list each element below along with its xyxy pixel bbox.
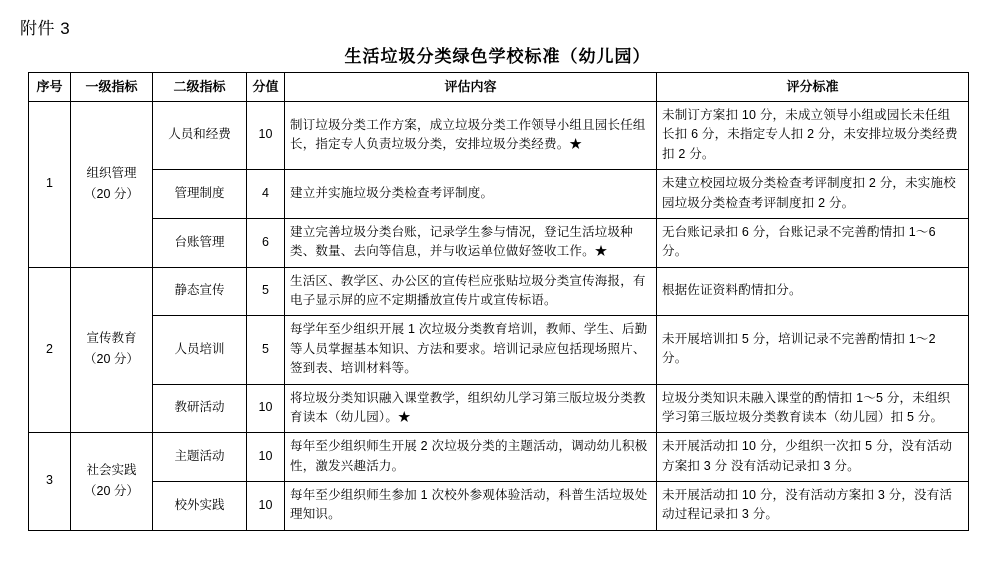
table-row	[29, 384, 969, 433]
table-row	[29, 482, 969, 531]
attachment-label: 附件 3	[20, 19, 71, 38]
scoring-criteria: 未建立校园垃圾分类检查考评制度扣 2 分，未实施校园垃圾分类检查考评制度扣 2 分。	[657, 170, 969, 219]
column-header-content: 评估内容	[285, 73, 657, 102]
scoring-criteria: 未开展活动扣 10 分，没有活动方案扣 3 分，没有活动过程记录扣 3 分。	[657, 482, 969, 531]
table-row	[29, 102, 969, 170]
score-value: 4	[247, 170, 285, 219]
assessment-content: 生活区、教学区、办公区的宣传栏应张贴垃圾分类宣传海报，有电子显示屏的应不定期播放宣传片或宣传标语。	[285, 267, 657, 316]
scoring-criteria: 未开展活动扣 10 分，少组织一次扣 5 分，没有活动方案扣 3 分 没有活动记录扣 3 分。	[657, 433, 969, 482]
score-value: 10	[247, 384, 285, 433]
score-value: 5	[247, 267, 285, 316]
scoring-criteria: 无台账记录扣 6 分，台账记录不完善酌情扣 1～6 分。	[657, 218, 969, 267]
table-row	[29, 433, 969, 482]
level2-indicator: 管理制度	[153, 170, 247, 219]
table-row	[29, 267, 969, 316]
assessment-content: 每学年至少组织开展 1 次垃圾分类教育培训，教师、学生、后勤等人员掌握基本知识、方法和要求。培训记录应包括现场照片、签到表、培训材料等。	[285, 316, 657, 384]
score-value: 10	[247, 102, 285, 170]
column-header-index: 序号	[29, 73, 71, 102]
assessment-content: 建立并实施垃圾分类检查考评制度。	[285, 170, 657, 219]
table-row	[29, 218, 969, 267]
table-header-row	[29, 73, 969, 102]
standards-table	[28, 72, 969, 531]
level2-indicator: 台账管理	[153, 218, 247, 267]
level2-indicator: 人员和经费	[153, 102, 247, 170]
level2-indicator: 静态宣传	[153, 267, 247, 316]
assessment-content: 每年至少组织师生开展 2 次垃圾分类的主题活动，调动幼儿积极性，激发兴趣活力。	[285, 433, 657, 482]
row-index: 3	[29, 433, 71, 531]
column-header-level1: 一级指标	[71, 73, 153, 102]
score-value: 10	[247, 433, 285, 482]
scoring-criteria: 未制订方案扣 10 分，未成立领导小组或园长未任组长扣 6 分，未指定专人扣 2 分，未安排垃圾分类经费扣 2 分。	[657, 102, 969, 170]
page-title: 生活垃圾分类绿色学校标准（幼儿园）	[344, 47, 651, 66]
table-row	[29, 170, 969, 219]
level2-indicator: 主题活动	[153, 433, 247, 482]
level2-indicator: 人员培训	[153, 316, 247, 384]
score-value: 10	[247, 482, 285, 531]
score-value: 6	[247, 218, 285, 267]
column-header-score: 分值	[247, 73, 285, 102]
row-index: 1	[29, 102, 71, 268]
scoring-criteria: 根据佐证资料酌情扣分。	[657, 267, 969, 316]
assessment-content: 制订垃圾分类工作方案，成立垃圾分类工作领导小组且园长任组长，指定专人负责垃圾分类，安排垃圾分类经费。★	[285, 102, 657, 170]
level1-indicator: 组织管理（20 分）	[71, 102, 153, 268]
standards-table-container	[28, 72, 968, 531]
level1-indicator: 宣传教育（20 分）	[71, 267, 153, 433]
column-header-level2: 二级指标	[153, 73, 247, 102]
assessment-content: 将垃圾分类知识融入课堂教学，组织幼儿学习第三版垃圾分类教育读本（幼儿园）。★	[285, 384, 657, 433]
scoring-criteria: 未开展培训扣 5 分，培训记录不完善酌情扣 1～2 分。	[657, 316, 969, 384]
level2-indicator: 教研活动	[153, 384, 247, 433]
level2-indicator: 校外实践	[153, 482, 247, 531]
row-index: 2	[29, 267, 71, 433]
scoring-criteria: 垃圾分类知识未融入课堂的酌情扣 1～5 分，未组织学习第三版垃圾分类教育读本（幼儿园）扣 5 分。	[657, 384, 969, 433]
assessment-content: 建立完善垃圾分类台账，记录学生参与情况，登记生活垃圾种类、数量、去向等信息，并与收运单位做好签收工作。★	[285, 218, 657, 267]
assessment-content: 每年至少组织师生参加 1 次校外参观体验活动，科普生活垃圾处理知识。	[285, 482, 657, 531]
score-value: 5	[247, 316, 285, 384]
table-row	[29, 316, 969, 384]
column-header-criteria: 评分标准	[657, 73, 969, 102]
level1-indicator: 社会实践（20 分）	[71, 433, 153, 531]
